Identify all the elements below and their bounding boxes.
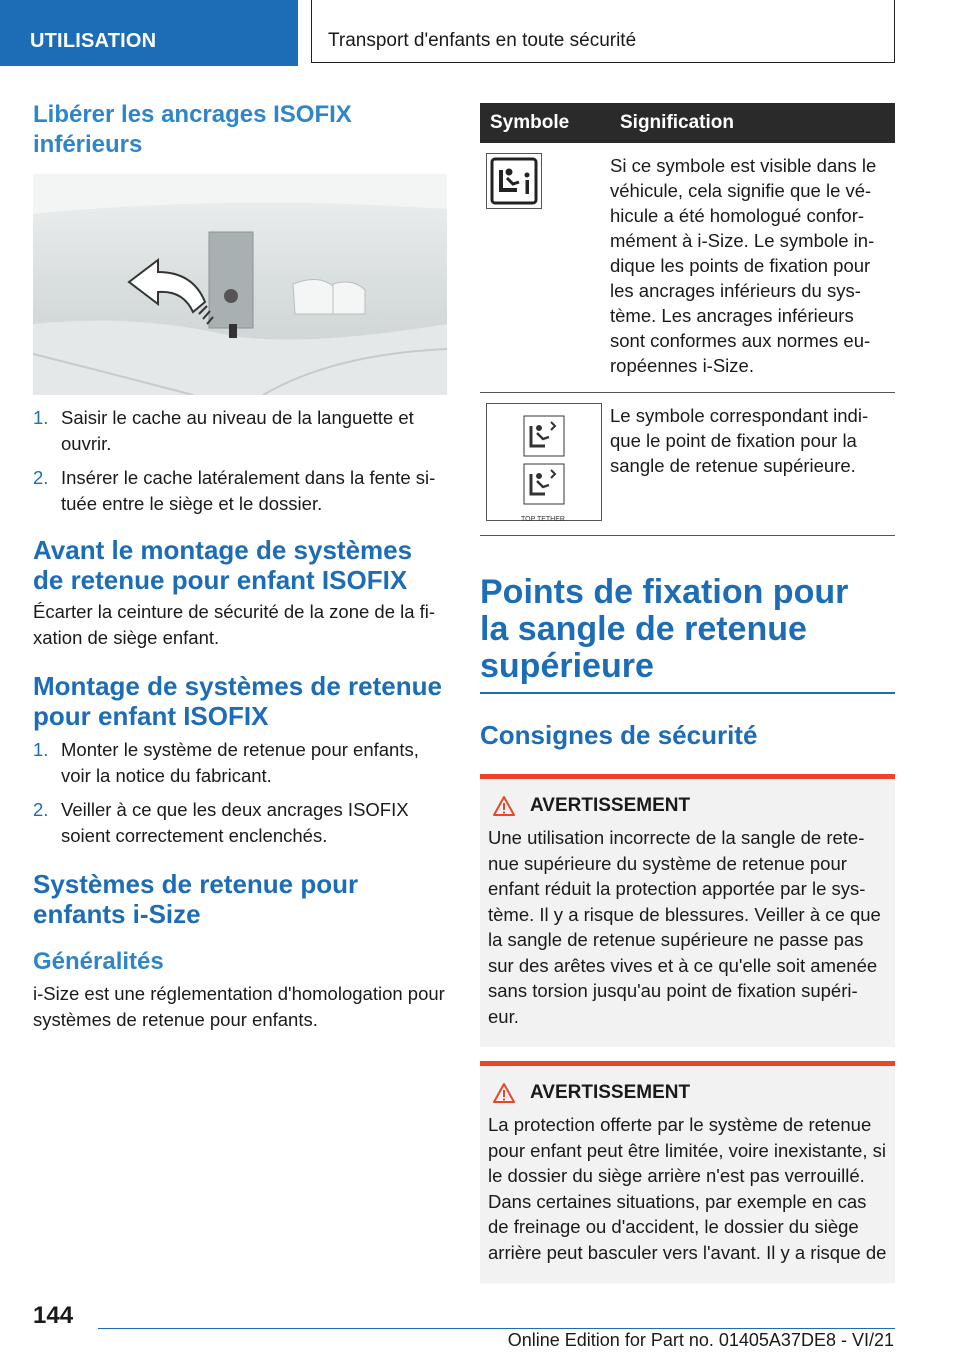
warning-text: La protection offerte par le système de retenue pour enfant peut être limitée, voire inexistante, si le dossier du siège arrière n'est pas verrouillé. Dans certaines situations, par exemple en cas de freinage ou d'accident, le dossier du siège arrière peut basculer vers l'avant. Il y a risque de (488, 1114, 887, 1263)
isofix-cover-image (33, 174, 447, 395)
heading-mounting: Montage de systèmes de retenue pour enfant ISOFIX (33, 671, 442, 731)
title-underline (480, 692, 895, 694)
symbol-table (480, 103, 895, 536)
left-column (33, 100, 447, 1033)
list-item: 2. Veiller à ce que les deux ancrages ISOFIX soient correctement enclenchés. (33, 799, 409, 846)
section-title: Points de fixation pour la sangle de retenue supérieure (480, 573, 849, 685)
table-header-meaning: Signification (610, 103, 895, 143)
table-row (480, 143, 895, 393)
warning-text: Une utilisation incorrecte de la sangle de rete‐nue supérieure du système de retenue pour enfant réduit la protection apportée par le sys‐tème. Il y a risque de blessures. Veiller à ce que la sangle de retenue supérieure ne passe pas sur des arêtes vives et à ce qu'elle soit amenée sans torsion jusqu'au point de fixation supéri‐eur. (488, 827, 881, 1027)
meaning-isize: Si ce symbole est visible dans le véhicule, cela signifie que le vé‐hicule a été homologué confor‐mément à i-Size. Le symbole in‐dique les points de fixation pour les ancrages inférieurs du sys‐tème. Les ancrages inférieurs sont conformes aux normes eu‐ropéennes i-Size. (610, 143, 895, 393)
edition-footer: Online Edition for Part no. 01405A37DE8 - VI/21 (507, 1330, 894, 1350)
heading-isize: Systèmes de retenue pour enfants i-Size (33, 869, 359, 929)
right-column (480, 103, 895, 1283)
list-item: 1. Monter le système de retenue pour enfants, voir la notice du fabricant. (33, 739, 419, 786)
top-tether-icons (486, 403, 602, 521)
footer-rule (98, 1328, 895, 1329)
section-tab (0, 0, 298, 66)
heading-safety: Consignes de sécurité (480, 720, 758, 750)
mounting-steps (33, 737, 447, 849)
chapter-title: Transport d'enfants en toute sécurité (328, 30, 637, 51)
warning-triangle-icon (492, 795, 516, 817)
warning-box-1 (480, 774, 895, 1047)
warning-triangle-icon (492, 1082, 516, 1104)
heading-general: Généralités (33, 948, 164, 975)
list-item: 2. Insérer le cache latéralement dans la fente si‐tuée entre le siège et le dossier. (33, 467, 436, 514)
heading-before-mounting: Avant le montage de systèmes de retenue pour enfant ISOFIX (33, 535, 413, 595)
paragraph-before-mounting: Écarter la ceinture de sécurité de la zone de la fi‐xation de siège enfant. (33, 601, 436, 648)
list-item: 1. Saisir le cache au niveau de la languette et ouvrir. (33, 407, 414, 454)
table-row (480, 393, 895, 536)
page-number: 144 (33, 1302, 74, 1329)
release-steps (33, 405, 447, 517)
seat-illustration (33, 174, 447, 395)
warning-title: AVERTISSEMENT (530, 795, 691, 816)
heading-release-isofix: Libérer les ancrages ISOFIX inférieurs (33, 101, 352, 158)
top-tether-label: TOP TETHER (521, 516, 565, 523)
meaning-top-tether: Le symbole correspondant indi‐que le point de fixation pour la sangle de retenue supérieure. (610, 393, 895, 536)
section-label: UTILISATION (30, 30, 157, 52)
warning-title: AVERTISSEMENT (530, 1082, 691, 1103)
isize-child-seat-icon (486, 153, 542, 209)
warning-box-2 (480, 1061, 895, 1283)
paragraph-general: i-Size est une réglementation d'homologation pour systèmes de retenue pour enfants. (33, 983, 445, 1030)
chapter-header (311, 0, 895, 63)
table-header-symbol: Symbole (480, 103, 610, 143)
